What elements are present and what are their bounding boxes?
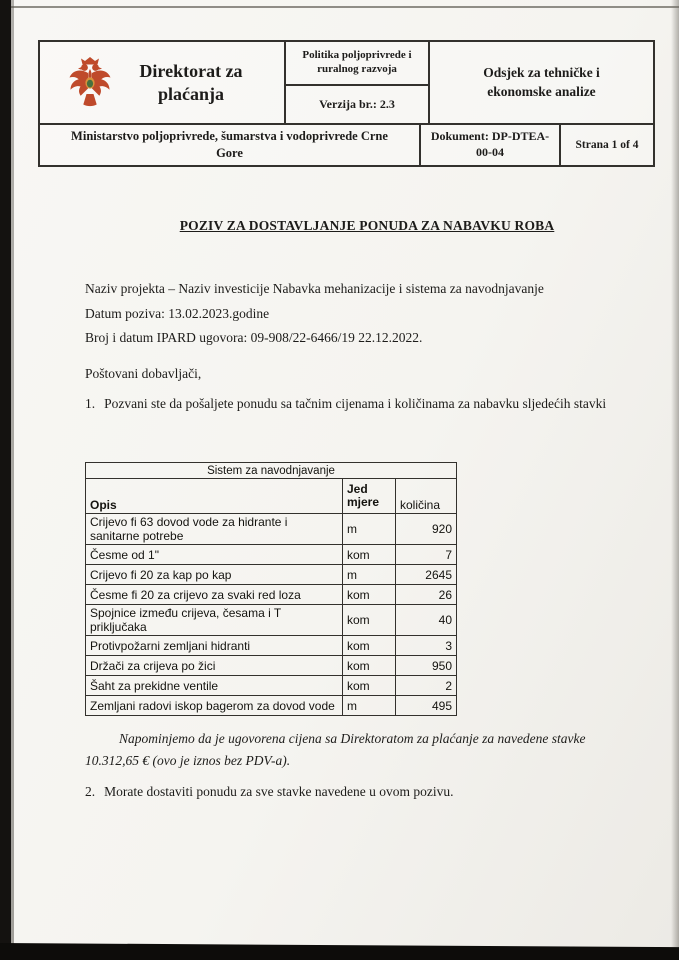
item-1-number: 1. [85, 396, 96, 411]
item-quantity: 26 [396, 585, 457, 605]
item-unit: kom [343, 636, 396, 656]
table-row [86, 696, 457, 716]
item-unit: kom [343, 676, 396, 696]
table-row [86, 514, 457, 545]
item-description: Spojnice između crijeva, česama i T priključaka [86, 605, 343, 636]
item-description: Crijevo fi 20 za kap po kap [86, 565, 343, 585]
item-unit: kom [343, 605, 396, 636]
scan-edge-right [671, 0, 679, 960]
item-quantity: 495 [396, 696, 457, 716]
item-2-text: Morate dostaviti ponudu za sve stavke navedene u ovom pozivu. [104, 784, 454, 799]
contract-number-line: Broj i datum IPARD ugovora: 09-908/22-6466/19 22.12.2022. [85, 330, 423, 345]
item-quantity: 2 [396, 676, 457, 696]
department-cell: Odsjek za tehničke i ekonomske analize [483, 65, 600, 99]
table-row [86, 656, 457, 676]
policy-cell: Politika poljoprivrede i ruralnog razvoja [286, 42, 428, 86]
policy-version-column [286, 42, 430, 123]
ministry-cell: Ministarstvo poljoprivrede, šumarstva i vodoprivrede Crne Gore [40, 125, 421, 165]
items-table-title-row [86, 463, 457, 479]
table-row [86, 636, 457, 656]
org-name: Direktorat za plaćanja [139, 61, 243, 104]
item-description: Protivpožarni zemljani hidranti [86, 636, 343, 656]
scan-edge-bottom [0, 943, 679, 960]
table-row [86, 545, 457, 565]
document-title: POZIV ZA DOSTAVLJANJE PONUDA ZA NABAVKU ROBA [179, 218, 555, 233]
item-2-number: 2. [85, 784, 96, 799]
table-row [86, 585, 457, 605]
montenegro-coat-of-arms-icon [67, 55, 113, 111]
item-unit: m [343, 565, 396, 585]
numbered-item-2 [85, 784, 454, 800]
page-number-cell: Strana 1 of 4 [575, 139, 639, 151]
item-description: Česme od 1" [86, 545, 343, 565]
letterhead-top-row [40, 42, 653, 123]
item-quantity: 40 [396, 605, 457, 636]
item-1-text: Pozvani ste da pošaljete ponudu sa tačnim cijenama i količinama za nabavku sljedećih stavki [104, 396, 607, 411]
letterhead-bottom-row [40, 123, 653, 165]
item-description: Crijevo fi 63 dovod vode za hidrante i sanitarne potrebe [86, 514, 343, 545]
call-date-line: Datum poziva: 13.02.2023.godine [85, 306, 270, 321]
item-description: Česme fi 20 za crijevo za svaki red loza [86, 585, 343, 605]
table-row [86, 676, 457, 696]
items-table-header-row [86, 479, 457, 514]
scan-edge-top [0, 6, 679, 8]
item-unit: kom [343, 585, 396, 605]
item-unit: m [343, 696, 396, 716]
version-cell: Verzija br.: 2.3 [319, 96, 395, 111]
item-description: Zemljani radovi iskop bagerom za dovod vode [86, 696, 343, 716]
column-header-jed-mjere: Jed mjere [343, 479, 396, 514]
item-unit: m [343, 514, 396, 545]
column-header-kolicina: količina [396, 479, 457, 514]
numbered-item-1 [85, 396, 650, 412]
item-unit: kom [343, 545, 396, 565]
item-description: Držači za crijeva po žici [86, 656, 343, 676]
item-description: Šaht za prekidne ventile [86, 676, 343, 696]
items-table-title: Sistem za navodnjavanje [86, 463, 457, 479]
scan-edge-left-shadow [11, 0, 14, 960]
item-quantity: 920 [396, 514, 457, 545]
items-table [85, 462, 457, 716]
table-row [86, 605, 457, 636]
salutation-line: Poštovani dobavljači, [85, 366, 202, 381]
item-quantity: 3 [396, 636, 457, 656]
item-quantity: 950 [396, 656, 457, 676]
item-quantity: 7 [396, 545, 457, 565]
document-number-cell: Dokument: DP-DTEA-00-04 [421, 125, 561, 165]
org-cell [40, 42, 286, 123]
scan-edge-left [0, 0, 11, 960]
project-name-line: Naziv projekta – Naziv investicije Nabavka mehanizacije i sistema za navodnjavanje [85, 281, 544, 296]
column-header-opis: Opis [86, 479, 343, 514]
letterhead-table [38, 40, 655, 167]
table-row [86, 565, 457, 585]
item-unit: kom [343, 656, 396, 676]
item-quantity: 2645 [396, 565, 457, 585]
contracted-price-note: Napominjemo da je ugovorena cijena sa Direktoratom za plaćanje za navedene stavke 10.312,65 € (ovo je iznos bez PDV-a). [85, 730, 586, 768]
